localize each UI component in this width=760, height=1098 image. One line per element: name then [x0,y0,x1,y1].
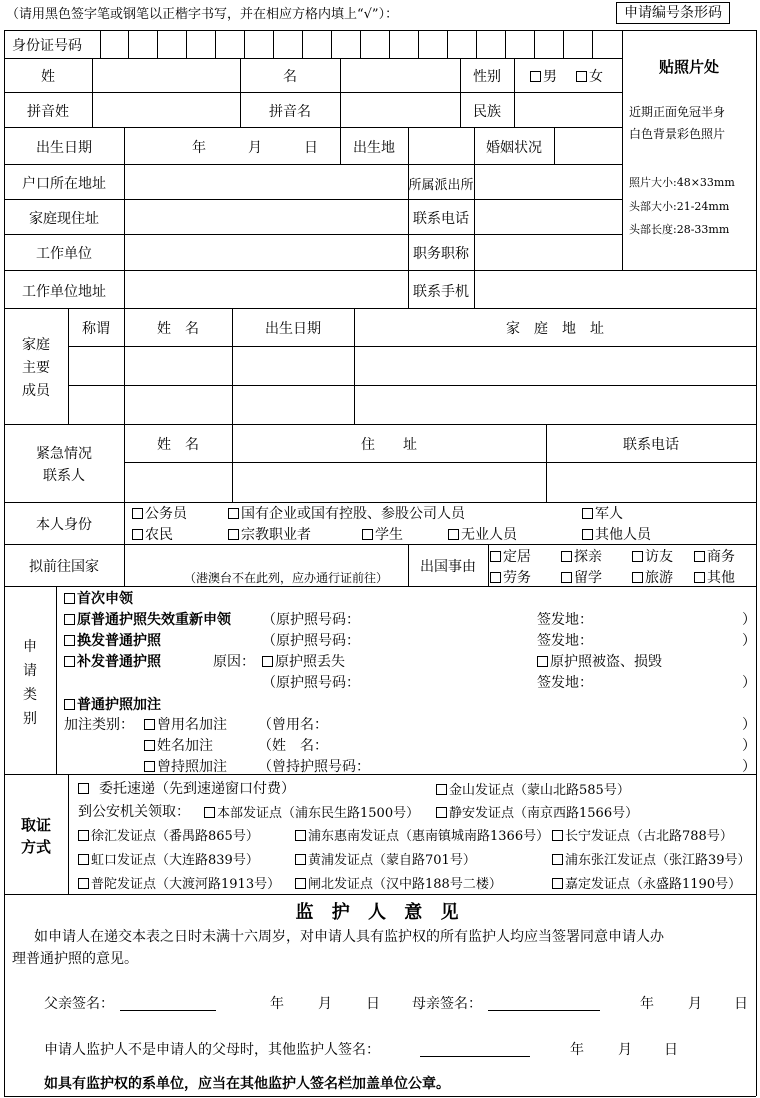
replace-issue-place-label: 签发地： [537,675,593,691]
id-number-input[interactable] [101,31,622,58]
checkbox-icon [64,656,75,667]
destination-label: 拟前往国家 [29,559,99,575]
other-guardian-signature-field[interactable] [420,1036,530,1057]
month-label: 月 [248,140,262,156]
reason-visit-friends[interactable]: 访友 [632,546,673,566]
family-member-row-1[interactable] [69,347,755,385]
endorse-name-close-paren: ） [742,738,756,754]
hukou-address-label: 户口所在地址 [22,176,106,192]
police-station-label: 所属派出所 [408,178,474,193]
identity-soldier[interactable]: 军人 [582,503,623,523]
app-type-label-2: 请 [23,663,37,679]
putuo-office-option[interactable]: 普陀发证点（大渡河路1913号） [78,873,280,892]
checkbox-icon [78,878,89,889]
changning-office-option[interactable]: 长宁发证点（古北路788号） [552,825,733,844]
reason-labor[interactable]: 劳务 [490,567,531,587]
checkbox-icon [132,529,143,540]
destination-input[interactable] [125,545,408,567]
other-day-label: 日 [664,1042,678,1058]
pinyin-surname-input[interactable] [93,93,240,127]
family-label-3: 成员 [22,383,50,399]
replace-reason-label: 原因： [213,654,255,670]
employer-input[interactable] [125,235,408,270]
checkbox-icon [64,635,75,646]
employer-label: 工作单位 [36,246,92,262]
family-label-1: 家庭 [22,337,50,353]
renew-old-number-label: （原护照号码： [262,633,360,649]
identity-soe-staff[interactable]: 国有企业或国有控股、参股公司人员 [228,503,465,523]
pinyin-given-label: 拼音名 [269,104,311,120]
photo-req-line2: 白色背景彩色照片 [629,127,726,141]
checkbox-icon [295,830,306,841]
emergency-contact-row[interactable] [125,463,755,502]
employer-address-label: 工作单位地址 [22,284,106,300]
checkbox-icon [78,783,89,794]
guardian-instruction-line1: 如申请人在递交本表之日时未满十六周岁，对申请人具有监护权的所有监护人均应当签署同意申请人办 [34,929,664,945]
birth-date-label: 出生日期 [36,140,92,156]
checkbox-icon [295,854,306,865]
reissue-old-number-label: （原护照号码： [262,612,360,628]
id-number-label: 身份证号码 [12,38,82,54]
app-type-label-1: 申 [23,639,37,655]
police-station-input[interactable] [475,165,622,199]
former-name-label: （曾用名： [258,717,328,733]
identity-farmer[interactable]: 农民 [132,524,173,544]
birthplace-input[interactable] [409,128,474,164]
hukou-address-input[interactable] [125,165,408,199]
unit-seal-note: 如具有监护权的系单位，应当在其他监护人签名栏加盖单位公章。 [44,1076,450,1092]
checkbox-icon [204,807,215,818]
reason-tourism[interactable]: 旅游 [632,567,673,587]
mother-year-label: 年 [640,996,654,1012]
identity-unemployed[interactable]: 无业人员 [448,524,517,544]
reissue-issue-place-label: 签发地： [537,612,593,628]
checkbox-icon [295,878,306,889]
former-name-endorse-option[interactable]: 曾用名加注 [144,714,227,734]
identity-civil-servant[interactable]: 公务员 [132,503,187,523]
checkbox-icon [228,529,239,540]
family-member-row-2[interactable] [69,386,755,424]
photo-size-line: 照片大小:48×33mm [629,176,735,189]
renew-close-paren: ） [742,633,756,649]
head-size-line: 头部大小:21-24mm [629,200,730,213]
gender-female-option[interactable] [576,66,603,86]
replace-close-paren: ） [742,675,756,691]
app-type-label-4: 别 [23,711,37,727]
checkbox-icon [228,508,239,519]
former-name-close-paren: ） [742,717,756,733]
given-name-input[interactable] [341,59,460,92]
express-delivery-option[interactable]: 委托速递（先到速递窗口付费） [78,778,295,798]
checkbox-icon [64,593,75,604]
checkbox-icon [436,784,447,795]
held-passport-endorse-option[interactable]: 曾持照加注 [144,756,227,776]
checkbox-icon [537,656,548,667]
reissue-option[interactable]: 原普通护照失效重新申领 [64,609,231,629]
reason-settle[interactable]: 定居 [490,546,531,566]
reason-business[interactable]: 商务 [694,546,735,566]
checkbox-icon [490,572,501,583]
huangpu-office-option[interactable]: 黄浦发证点（蒙自路701号） [295,849,476,868]
pinyin-surname-label: 拼音姓 [27,104,69,120]
held-passport-label: （曾持护照号码： [258,759,370,775]
ethnicity-label: 民族 [473,104,501,120]
identity-religious[interactable]: 宗教职业者 [228,524,311,544]
checkbox-icon [552,878,563,889]
job-title-label: 职务职称 [413,246,469,262]
checkbox-icon [144,740,155,751]
family-name-header: 姓 名 [157,321,199,337]
father-signature-field[interactable] [120,990,216,1011]
jinshan-office-option[interactable]: 金山发证点（蒙山北路585号） [436,779,630,798]
identity-label: 本人身份 [36,517,92,533]
family-address-header: 家 庭 地 址 [506,321,604,337]
jingan-office-option[interactable]: 静安发证点（南京西路1566号） [436,802,638,821]
checkbox-icon [448,529,459,540]
mother-month-label: 月 [688,996,702,1012]
pinyin-given-input[interactable] [341,93,460,127]
father-signature-label: 父亲签名： [44,996,114,1012]
checkbox-icon [552,830,563,841]
xuhui-office-option[interactable]: 徐汇发证点（番禺路865号） [78,825,259,844]
checkbox-icon [144,719,155,730]
checkbox-icon [262,656,273,667]
renew-option[interactable]: 换发普通护照 [64,630,161,650]
endorse-name-label: （姓 名： [258,738,328,754]
family-birth-header: 出生日期 [265,321,321,337]
photo-title: 贴照片处 [658,58,719,76]
zhangjiang-office-option[interactable]: 浦东张江发证点（张江路39号） [552,849,751,868]
hq-office-option[interactable]: 本部发证点（浦东民生路1500号） [204,802,419,821]
checkbox-icon [632,572,643,583]
checkbox-icon [694,551,705,562]
family-relation-header: 称谓 [82,321,110,337]
name-endorse-option[interactable]: 姓名加注 [144,735,213,755]
gender-label: 性别 [473,69,501,85]
pickup-at-police-label: 到公安机关领取： [78,804,190,820]
checkbox-icon [362,529,373,540]
emergency-label-2: 联系人 [43,468,85,484]
emergency-name-header: 姓 名 [157,437,199,453]
mother-day-label: 日 [734,996,748,1012]
other-month-label: 月 [618,1042,632,1058]
emergency-label-1: 紧急情况 [36,446,92,462]
checkbox-icon [582,508,593,519]
travel-reason-label: 出国事由 [420,559,476,575]
father-year-label: 年 [270,996,284,1012]
phone-label: 联系电话 [413,211,469,227]
endorse-option[interactable]: 普通护照加注 [64,694,161,714]
phone-input[interactable] [475,200,622,234]
home-address-label: 家庭现住址 [29,211,99,227]
birthplace-label: 出生地 [353,140,395,156]
jiading-office-option[interactable]: 嘉定发证点（永盛路1190号） [552,873,741,892]
checkbox-icon [132,508,143,519]
surname-label: 姓 [41,69,55,85]
identity-other[interactable]: 其他人员 [582,524,651,544]
first-application-option[interactable]: 首次申领 [64,588,133,608]
surname-input[interactable] [93,59,240,92]
emergency-address-header: 住 址 [361,437,417,453]
checkbox-icon [64,614,75,625]
huinan-office-option[interactable]: 浦东惠南发证点（惠南镇城南路1366号） [295,825,549,844]
female-label: 女 [589,69,603,85]
family-label-2: 主要 [22,360,50,376]
checkbox-icon [561,551,572,562]
replace-option[interactable]: 补发普通护照 [64,651,161,671]
marital-input[interactable] [555,128,622,164]
zhabei-office-option[interactable]: 闸北发证点（汉中路188号二楼） [295,873,502,892]
checkbox-icon [530,71,541,82]
checkbox-icon [582,529,593,540]
replace-old-number-label: （原护照号码： [262,675,360,691]
home-address-input[interactable] [125,200,408,234]
reason-study[interactable]: 留学 [561,567,602,587]
reason-other[interactable]: 其他 [694,567,735,587]
other-guardian-label: 申请人监护人不是申请人的父母时，其他监护人签名： [44,1042,380,1058]
checkbox-icon [632,551,643,562]
checkbox-icon [64,699,75,710]
checkbox-icon [78,854,89,865]
reissue-close-paren: ） [742,612,756,628]
checkbox-icon [552,854,563,865]
job-title-input[interactable] [475,235,622,270]
held-passport-close-paren: ） [742,759,756,775]
pickup-label-2: 方式 [20,838,51,856]
renew-issue-place-label: 签发地： [537,633,593,649]
barcode-label: 申请编号条形码 [624,5,722,21]
hongkou-office-option[interactable]: 虹口发证点（大连路839号） [78,849,259,868]
father-month-label: 月 [318,996,332,1012]
checkbox-icon [490,551,501,562]
given-name-label: 名 [283,69,297,85]
destination-note: （港澳台不在此列，应办通行证前往） [184,571,389,585]
checkbox-icon [561,572,572,583]
checkbox-icon [436,807,447,818]
checkbox-icon [78,830,89,841]
day-label: 日 [304,140,318,156]
barcode-box [616,2,730,24]
marital-label: 婚姻状况 [486,140,542,156]
endorse-type-label: 加注类别： [64,717,134,733]
checkbox-icon [144,761,155,772]
emergency-phone-header: 联系电话 [623,437,679,453]
reason-visit-family[interactable]: 探亲 [561,546,602,566]
passport-stolen-option[interactable]: 原护照被盗、损毁 [537,651,662,671]
guardian-section-title: 监 护 人 意 见 [295,902,465,923]
identity-student[interactable]: 学生 [362,524,403,544]
year-label: 年 [192,140,206,156]
app-type-label-3: 类 [23,687,37,703]
passport-lost-option[interactable]: 原护照丢失 [262,651,345,671]
ethnicity-input[interactable] [515,93,622,127]
checkbox-icon [576,71,587,82]
mobile-input[interactable] [475,271,755,308]
gender-male-option[interactable] [530,66,557,86]
mother-signature-label: 母亲签名： [412,996,482,1012]
mother-signature-field[interactable] [488,990,600,1011]
form-instruction: （请用黑色签字笔或钢笔以正楷字书写，并在相应方格内填上“√”）： [6,7,399,22]
father-day-label: 日 [366,996,380,1012]
male-label: 男 [543,69,557,85]
head-length-line: 头部长度:28-33mm [629,223,730,236]
mobile-label: 联系手机 [413,284,469,300]
photo-req-line1: 近期正面免冠半身 [629,105,726,119]
guardian-instruction-line2: 理普通护照的意见。 [12,951,138,967]
checkbox-icon [694,572,705,583]
employer-address-input[interactable] [125,271,408,308]
other-year-label: 年 [570,1042,584,1058]
pickup-label-1: 取证 [20,816,51,834]
